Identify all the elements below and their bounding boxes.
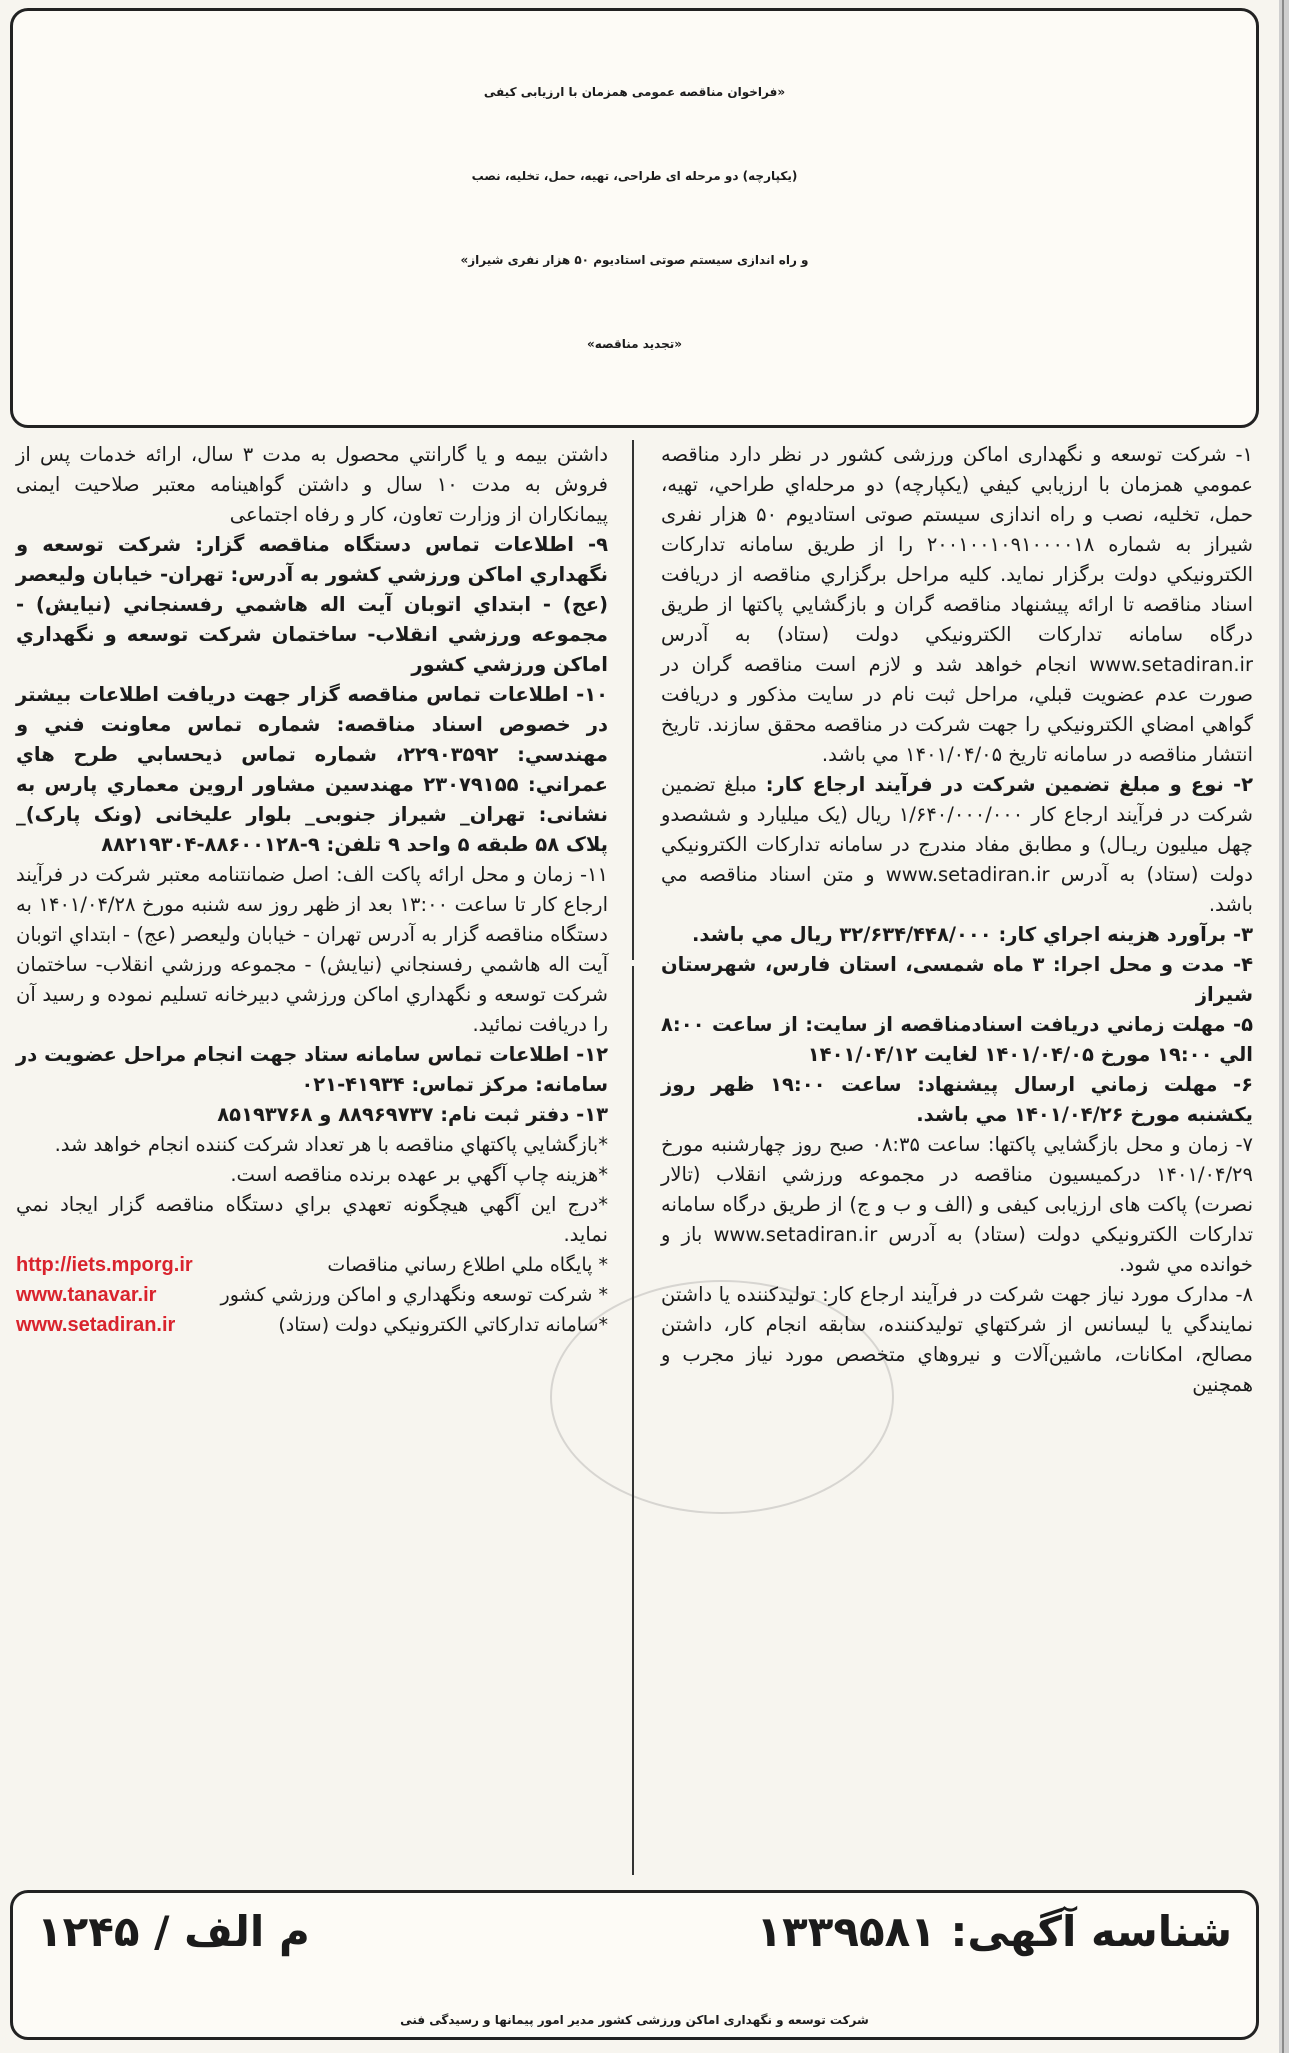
- clause-3: ۳- برآورد هزينه اجراي کار: ۳۲/۶۳۴/۴۴۸/۰۰۰ ريال مي باشد.: [691, 923, 1253, 946]
- note-print-cost: *هزينه چاپ آگهي بر عهده برنده مناقصه است.: [230, 1163, 608, 1186]
- clause-13: ۱۳- دفتر ثبت نام: ۸۸۹۶۹۷۳۷ و ۸۵۱۹۳۷۶۸: [217, 1103, 608, 1126]
- clause-9: ۹- اطلاعات تماس دستگاه مناقصه گزار: شرکت توسعه و نگهداري اماکن ورزشي کشور به آدرس: تهران- خيابان وليعصر (عج) - ابتداي اتوبان آيت اله هاشمي رفسنجاني (نيايش) - مجموعه ورزشي انقلاب- ساختمان شرکت توسعه و نگهداري اماکن ورزشي کشور: [16, 533, 608, 676]
- link-row-iets: [16, 1250, 608, 1280]
- page-edge-strip: [1279, 0, 1289, 2053]
- title-line-1: «فراخوان مناقصه عمومی همزمان با ارزیابی کیفی: [483, 85, 786, 99]
- link-tanavar[interactable]: www.tanavar.ir: [16, 1284, 157, 1306]
- column-divider: [632, 440, 634, 1875]
- link-label-setad: *سامانه تدارکاتي الکترونيکي دولت (ستاد): [278, 1314, 608, 1336]
- clause-4: ۴- مدت و محل اجرا: ۳ ماه شمسی، استان فارس، شهرستان شيراز: [661, 953, 1253, 1006]
- footer-box: [10, 1890, 1259, 2040]
- title-line-4: «تجدید مناقصه»: [587, 337, 682, 351]
- clause-2: [661, 770, 1253, 920]
- title-line-3: و راه اندازی سیستم صوتی استادیوم ۵۰ هزار نفری شیراز»: [460, 253, 809, 267]
- notice-body: [10, 440, 1259, 1875]
- clause-2-heading: ۲- نوع و مبلغ تضمين شرکت در فرآيند ارجاع کار:: [765, 773, 1253, 796]
- link-setad[interactable]: www.setadiran.ir: [16, 1314, 176, 1336]
- note-no-obligation: *درج اين آگهي هيچگونه تعهدي براي دستگاه مناقصه گزار ايجاد نمي نمايد.: [16, 1193, 608, 1246]
- link-iets[interactable]: http://iets.mporg.ir: [16, 1254, 193, 1276]
- clause-6: ۶- مهلت زماني ارسال پيشنهاد: ساعت ۱۹:۰۰ ظهر روز يکشنبه مورخ ۱۴۰۱/۰۴/۲۶ مي باشد.: [661, 1073, 1254, 1126]
- clause-8-continued: داشتن بيمه و يا گارانتي محصول به مدت ۳ سال، ارائه خدمات پس از فروش به مدت ۱۰ سال و داشتن گواهينامه معتبر صلاحيت ايمنی پيمانکاران از وزارت تعاون، کار و رفاه اجتماعی: [16, 443, 609, 526]
- left-column: [10, 440, 622, 1875]
- link-row-setad: [16, 1310, 608, 1340]
- title-line-2: (یکپارچه) دو مرحله ای طراحی، تهیه، حمل، تخلیه، نصب: [471, 169, 798, 183]
- note-opening: *بازگشايي پاکتهاي مناقصه با هر تعداد شرکت کننده انجام خواهد شد.: [54, 1133, 608, 1156]
- link-label-iets: * پايگاه ملي اطلاع رساني مناقصات: [327, 1254, 608, 1276]
- clause-5: ۵- مهلت زماني دريافت اسنادمناقصه از سايت: از ساعت ۸:۰۰ الي ۱۹:۰۰ مورخ ۱۴۰۱/۰۴/۰۵ لغايت ۱۴۰۱/۰۴/۱۲: [661, 1013, 1253, 1066]
- link-row-tanavar: [16, 1280, 608, 1310]
- ad-id: شناسه آگهی: ۱۳۳۹۵۸۱: [756, 1906, 1232, 1956]
- footer-top-row: [37, 1903, 1232, 1959]
- clause-7: ۷- زمان و محل بازگشايي پاکتها: ساعت ۰۸:۳۵ صبح روز چهارشنبه مورخ ۱۴۰۱/۰۴/۲۹ درکميسيون مناقصه در مجموعه ورزشي انقلاب (تالار نصرت) پاکت های ارزيابی کيفی و (الف و ب و ج) از طريق درگاه سامانه تدارکات الکترونيکي دولت (ستاد) به آدرس www.setadiran.ir باز و خوانده مي شود.: [661, 1133, 1254, 1276]
- ad-code: م الف / ۱۲۴۵: [37, 1906, 310, 1956]
- clause-1: ۱- شرکت توسعه و نگهداری اماکن ورزشی کشور در نظر دارد مناقصه عمومي همزمان با ارزيابي کيفي (يکپارچه) دو مرحله‌اي طراحي، تهيه، حمل، تخليه، نصب و راه اندازی سيستم صوتی استاديوم ۵۰ هزار نفری شيراز به شماره ۲۰۰۱۰۰۱۰۹۱۰۰۰۰۱۸ را از طريق سامانه تدارکات الکترونيکي دولت برگزار نمايد. کليه مراحل برگزاري مناقصه از دريافت اسناد مناقصه تا ارائه پيشنهاد مناقصه گران و بازگشايي پاکتها از طريق درگاه سامانه تدارکات الکترونيکي دولت (ستاد) به آدرس www.setadiran.ir انجام خواهد شد و لازم است مناقصه گران در صورت عدم عضويت قبلي، مراحل ثبت نام در سايت مذکور و دريافت گواهي امضاي الکترونيکي را جهت شرکت در مناقصه محقق سازند. تاريخ انتشار مناقصه در سامانه تاريخ ۱۴۰۱/۰۴/۰۵ مي باشد.: [661, 443, 1253, 766]
- footer-company: شرکت توسعه و نگهداری اماکن ورزشی کشور مدیر امور پیمانها و رسیدگی فنی: [400, 2013, 869, 2027]
- clause-2-body: مبلغ تضمين شرکت در فرآيند ارجاع کار ۱/۶۴۰/۰۰۰/۰۰۰ ريال (يک ميليارد و ششصدو چهل ميليون ريـال) و مطابق مفاد مندرج در سامانه تدارکات الکترونيکي دولت (ستاد) به آدرس www.setadiran.ir و متن اسناد مناقصه مي باشد.: [661, 773, 1253, 916]
- clause-12: ۱۲- اطلاعات تماس سامانه ستاد جهت انجام مراحل عضويت در سامانه: مرکز تماس: ۴۱۹۳۴-۰۲۱: [16, 1043, 608, 1096]
- link-label-tanavar: * شرکت توسعه ونگهداري و اماکن ورزشي کشور: [220, 1284, 608, 1306]
- title-box: [10, 8, 1259, 428]
- clause-8: ۸- مدارک مورد نياز جهت شرکت در فرآيند ارجاع کار: توليدکننده يا داشتن نمايندگي يا ليسانس از شرکتهاي توليدکننده، سابقه انجام کار، داشتن مصالح، امکانات، ماشين‌آلات و نيروهاي متخصص مورد نياز مجرب و همچنين: [661, 1283, 1253, 1396]
- clause-10: ۱۰- اطلاعات تماس مناقصه گزار جهت دريافت اطلاعات بيشتر در خصوص اسناد مناقصه: شماره تماس معاونت فني و مهندسي: ۲۲۹۰۳۵۹۲، شماره تماس ذيحسابي طرح هاي عمراني: ۲۳۰۷۹۱۵۵ مهندسين مشاور اروين معماري پارس به نشانی: تهران_ شيراز جنوبی_ بلوار عليخانی (ونک پارک)_ پلاک ۵۸ طبقه ۵ واحد ۹ تلفن: ۹-۸۸۶۰۰۱۲۸-۸۸۲۱۹۳۰۴: [16, 683, 608, 856]
- right-column: [647, 440, 1259, 1875]
- clause-11: ۱۱- زمان و محل ارائه پاکت الف: اصل ضمانتنامه معتبر شرکت در فرآيند ارجاع کار تا ساعت ۱۳:۰۰ بعد از ظهر روز سه شنبه مورخ ۱۴۰۱/۰۴/۲۸ به دستگاه مناقصه گزار به آدرس تهران - خيابان وليعصر (عج) - ابتداي اتوبان آيت اله هاشمي رفسنجاني (نيايش) - مجموعه ورزشي انقلاب- ساختمان شرکت توسعه و نگهداري اماکن ورزشي دبيرخانه تسليم نموده و رسيد آن را دريافت نمائيد.: [16, 863, 608, 1036]
